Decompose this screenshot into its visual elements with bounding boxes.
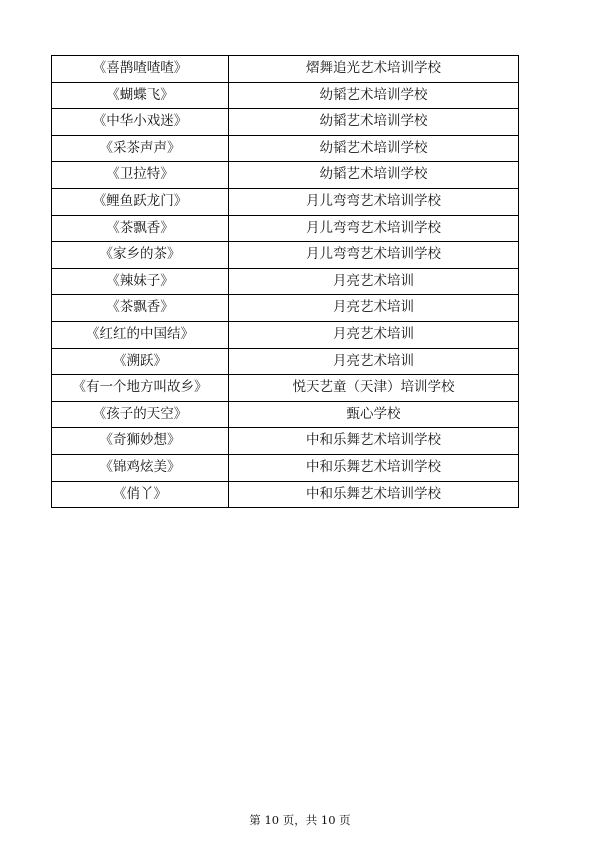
page-number-footer: 第 10 页，共 10 页 bbox=[249, 813, 351, 827]
table-row bbox=[52, 188, 519, 215]
work-title-cell: 《蝴蝶飞》 bbox=[52, 82, 229, 109]
table-row bbox=[52, 268, 519, 295]
table-row bbox=[52, 162, 519, 189]
table-row bbox=[52, 242, 519, 269]
program-table bbox=[51, 55, 519, 508]
school-name-cell: 中和乐舞艺术培训学校 bbox=[229, 454, 519, 481]
table-row bbox=[52, 215, 519, 242]
table-row bbox=[52, 109, 519, 136]
work-title-cell: 《茶飘香》 bbox=[52, 215, 229, 242]
work-title-cell: 《有一个地方叫故乡》 bbox=[52, 375, 229, 402]
school-name-cell: 幼韬艺术培训学校 bbox=[229, 135, 519, 162]
table-row bbox=[52, 82, 519, 109]
school-name-cell: 幼韬艺术培训学校 bbox=[229, 162, 519, 189]
table-row bbox=[52, 56, 519, 83]
table-row bbox=[52, 428, 519, 455]
table-row bbox=[52, 321, 519, 348]
school-name-cell: 月儿弯弯艺术培训学校 bbox=[229, 215, 519, 242]
table-row bbox=[52, 401, 519, 428]
school-name-cell: 中和乐舞艺术培训学校 bbox=[229, 481, 519, 508]
school-name-cell: 月亮艺术培训 bbox=[229, 348, 519, 375]
work-title-cell: 《孩子的天空》 bbox=[52, 401, 229, 428]
school-name-cell: 幼韬艺术培训学校 bbox=[229, 109, 519, 136]
school-name-cell: 月儿弯弯艺术培训学校 bbox=[229, 188, 519, 215]
work-title-cell: 《卫拉特》 bbox=[52, 162, 229, 189]
work-title-cell: 《奇狮妙想》 bbox=[52, 428, 229, 455]
school-name-cell: 中和乐舞艺术培训学校 bbox=[229, 428, 519, 455]
school-name-cell: 月亮艺术培训 bbox=[229, 268, 519, 295]
school-name-cell: 月儿弯弯艺术培训学校 bbox=[229, 242, 519, 269]
school-name-cell: 幼韬艺术培训学校 bbox=[229, 82, 519, 109]
school-name-cell: 月亮艺术培训 bbox=[229, 295, 519, 322]
work-title-cell: 《辣妹子》 bbox=[52, 268, 229, 295]
work-title-cell: 《鲤鱼跃龙门》 bbox=[52, 188, 229, 215]
work-title-cell: 《采茶声声》 bbox=[52, 135, 229, 162]
table-row bbox=[52, 454, 519, 481]
table-row bbox=[52, 481, 519, 508]
work-title-cell: 《中华小戏迷》 bbox=[52, 109, 229, 136]
work-title-cell: 《俏丫》 bbox=[52, 481, 229, 508]
work-title-cell: 《喜鹊喳喳喳》 bbox=[52, 56, 229, 83]
work-title-cell: 《溯跃》 bbox=[52, 348, 229, 375]
school-name-cell: 甄心学校 bbox=[229, 401, 519, 428]
school-name-cell: 悦天艺童（天津）培训学校 bbox=[229, 375, 519, 402]
table-row bbox=[52, 295, 519, 322]
work-title-cell: 《茶飘香》 bbox=[52, 295, 229, 322]
work-title-cell: 《锦鸡炫美》 bbox=[52, 454, 229, 481]
school-name-cell: 熠舞追光艺术培训学校 bbox=[229, 56, 519, 83]
table-row bbox=[52, 375, 519, 402]
work-title-cell: 《家乡的茶》 bbox=[52, 242, 229, 269]
table-row bbox=[52, 348, 519, 375]
work-title-cell: 《红红的中国结》 bbox=[52, 321, 229, 348]
table-row bbox=[52, 135, 519, 162]
school-name-cell: 月亮艺术培训 bbox=[229, 321, 519, 348]
